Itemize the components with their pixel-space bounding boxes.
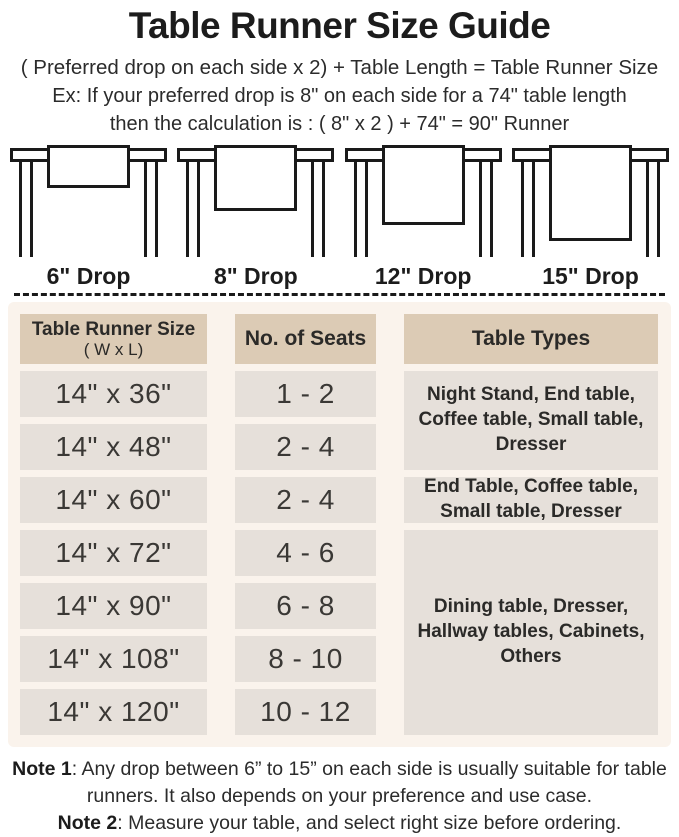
runner-drop-shape <box>550 147 630 240</box>
header-runner-size-title: Table Runner Size <box>31 318 196 340</box>
seats-cell: 8 - 10 <box>235 636 376 682</box>
drop-diagram-15 <box>512 145 669 290</box>
runner-size-cell: 14" x 72" <box>20 530 207 576</box>
header-runner-size-subtitle: ( W x L) <box>83 339 144 359</box>
drop-label: 8" Drop <box>213 263 298 289</box>
table-types-cell: Night Stand, End table, Coffee table, Small table, Dresser <box>404 371 658 470</box>
note-2 <box>6 810 673 837</box>
runner-size-cell: 14" x 36" <box>20 371 207 417</box>
runner-size-cell: 14" x 108" <box>20 636 207 682</box>
drop-diagram-6 <box>10 145 167 290</box>
note-1-text: : Any drop between 6” to 15” on each side is usually suitable for table runners. It also depends on your preference and use case. <box>71 758 667 807</box>
runner-drop-shape <box>383 147 463 224</box>
drop-label: 6" Drop <box>46 263 131 289</box>
dashed-divider <box>14 293 665 296</box>
runner-size-cell: 14" x 120" <box>20 689 207 735</box>
table-types-cell: End Table, Coffee table, Small table, Dresser <box>404 477 658 523</box>
drop-diagram-12 <box>345 145 502 290</box>
note-2-label: Note 2 <box>57 811 118 834</box>
page-title: Table Runner Size Guide <box>128 5 551 46</box>
seats-cell: 6 - 8 <box>235 583 376 629</box>
formula-text: ( Preferred drop on each side x 2) + Table Length = Table Runner Size <box>20 56 659 79</box>
example-line-1: Ex: If your preferred drop is 8" on each side for a 74" table length <box>52 85 627 107</box>
table-types-cell: Dining table, Dresser, Hallway tables, Cabinets, Others <box>404 530 658 735</box>
note-1-label: Note 1 <box>12 758 72 780</box>
header-seats: No. of Seats <box>235 314 376 364</box>
table-drop-diagram <box>10 145 167 257</box>
runner-size-cell: 14" x 90" <box>20 583 207 629</box>
note-1 <box>6 756 673 810</box>
seats-cell: 1 - 2 <box>235 371 376 417</box>
seats-cell: 10 - 12 <box>235 689 376 735</box>
header-table-types: Table Types <box>404 314 658 364</box>
notes-section <box>0 756 679 837</box>
seats-cell: 2 - 4 <box>235 424 376 470</box>
drop-diagrams-row <box>0 145 679 290</box>
size-guide-grid <box>20 314 659 735</box>
runner-drop-shape <box>49 147 129 187</box>
runner-size-cell: 14" x 60" <box>20 477 207 523</box>
runner-drop-shape <box>216 147 296 210</box>
header-runner-size <box>20 314 207 364</box>
seats-cell: 4 - 6 <box>235 530 376 576</box>
table-drop-diagram <box>512 145 669 257</box>
table-drop-diagram <box>177 145 334 257</box>
size-guide-table <box>8 302 671 747</box>
note-2-text: : Measure your table, and select right size before ordering. <box>117 811 622 834</box>
drop-diagram-8 <box>177 145 334 290</box>
example-line-2: then the calculation is : ( 8" x 2 ) + 74" = 90" Runner <box>109 113 570 135</box>
drop-label: 15" Drop <box>542 263 639 289</box>
runner-size-cell: 14" x 48" <box>20 424 207 470</box>
table-drop-diagram <box>345 145 502 257</box>
drop-label: 12" Drop <box>374 263 472 289</box>
seats-cell: 2 - 4 <box>235 477 376 523</box>
